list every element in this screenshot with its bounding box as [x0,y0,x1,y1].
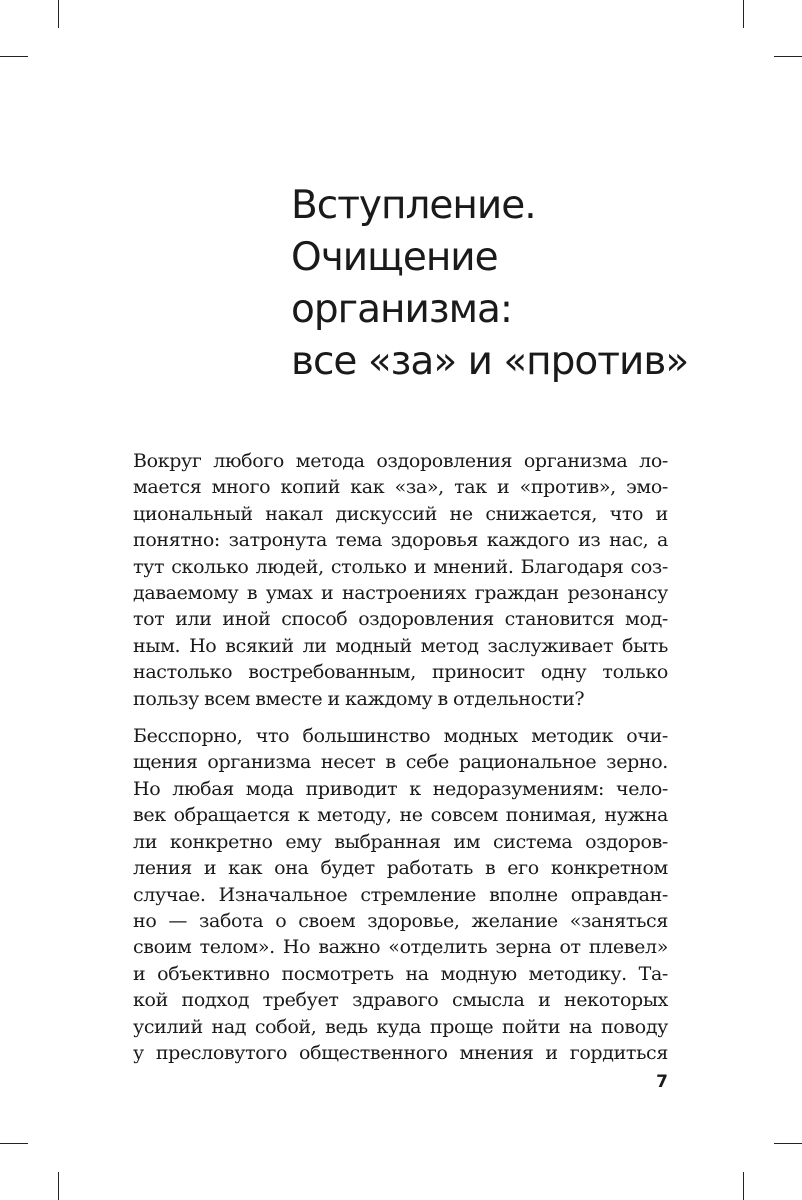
crop-mark-left-bottom [0,1143,28,1144]
text-line: случае. Изначальное стремление вполне оправдан- [133,883,668,906]
text-line: ления и как она будет работать в его конкретном [133,857,668,880]
chapter-title-line: все «за» и «против» [291,339,689,384]
crop-mark-bottom-right [743,1172,744,1200]
text-line: мается много копий как «за», так и «против», эмо- [133,476,668,499]
text-line: кой подход требует здравого смысла и некоторых [133,989,668,1012]
chapter-title-line: организма: [291,287,513,332]
text-line: у пресловутого общественного мнения и гордиться [133,1041,668,1064]
page-number: 7 [656,1072,668,1092]
text-line: понятно: затронута тема здоровья каждого из нас, а [133,529,668,552]
paragraph-2 [133,723,668,1066]
text-line: и объективно посмотреть на модную методику. Та- [133,962,668,985]
crop-mark-bottom-left [58,1172,59,1200]
text-line: своим телом». Но важно «отделить зерна от плевел» [133,936,668,959]
crop-mark-left-top [0,56,28,57]
body-text [133,448,668,1066]
chapter-title [291,180,711,388]
text-line: Вокруг любого метода оздоровления организма ло- [133,450,668,472]
text-line: ным. Но всякий ли модный метод заслуживает быть [133,634,668,657]
text-line: циональный накал дискуссий не снижается, что и [133,502,668,525]
text-line: пользу всем вместе и каждому в отдельности? [133,687,585,710]
paragraph-1 [133,448,668,712]
text-line: Бесспорно, что большинство модных методик очи- [133,725,668,748]
text-line: Но любая мода приводит к недоразумениям: чело- [133,777,668,800]
text-line: даваемому в умах и настроениях граждан резонансу [133,582,668,605]
chapter-title-line: Очищение [291,235,498,280]
chapter-title-line: Вступление. [291,183,536,228]
text-line: усилий над собой, ведь куда проще пойти на поводу [133,1015,668,1038]
text-line: тут сколько людей, столько и мнений. Благодаря соз- [133,555,668,578]
text-line: век обращается к методу, не совсем понимая, нужна [133,804,668,827]
text-line: настолько востребованным, приносит одну только [133,661,668,684]
crop-mark-right-top [774,56,802,57]
crop-mark-right-bottom [774,1143,802,1144]
crop-mark-top-right [743,0,744,28]
text-line: щения организма несет в себе рациональное зерно. [133,751,668,774]
crop-mark-top-left [58,0,59,28]
text-line: тот или иной способ оздоровления становится мод- [133,608,668,631]
text-line: ли конкретно ему выбранная им система оздоров- [133,830,668,853]
text-line: но — забота о своем здоровье, желание «заняться [133,909,668,932]
